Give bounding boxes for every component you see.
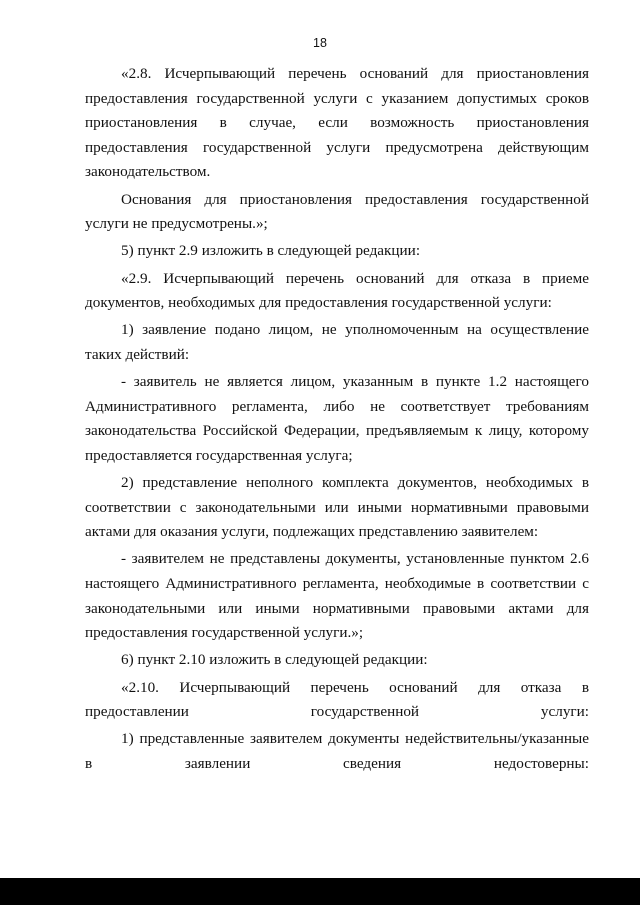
page-number: 18 <box>313 36 327 50</box>
paragraph-2-8-heading: «2.8. Исчерпывающий перечень оснований для приостановления предоставления государственной услуги с указанием допустимых сроков приостановления в случае, если возможность приостановления предоставления государственной услуги предусмотрена действующим законодательством. <box>85 65 589 181</box>
scan-edge-bar <box>0 878 640 905</box>
paragraph-2-9-item-2-detail: - заявителем не представлены документы, установленные пунктом 2.6 настоящего Административного регламента, необходимые в соответствии с законодательными или иными нормативными правовыми актами для предоставления государственной услуги.»; <box>85 550 589 642</box>
paragraph-2-10-item-1: 1) представленные заявителем документы недействительны/указанные в заявлении сведения недостоверны: <box>85 730 589 772</box>
paragraph-suspension-grounds: Основания для приостановления предоставления государственной услуги не предусмотрены.»; <box>85 190 589 233</box>
document-body <box>85 62 589 779</box>
paragraph-2-9-item-1-detail: - заявитель не является лицом, указанным в пункте 1.2 настоящего Административного регламента, либо не соответствует требованиям законодательства Российской Федерации, предъявляемым к лицу, которому предоставляется государственная услуга; <box>85 373 589 464</box>
paragraph-2-10-heading: «2.10. Исчерпывающий перечень оснований для отказа в предоставлении государственной услуги: <box>85 678 589 721</box>
paragraph-2-9-item-2: 2) представление неполного комплекта документов, необходимых в соответствии с законодательными или иными нормативными правовыми актами для оказания услуги, подлежащих представлению заявителем: <box>85 474 589 541</box>
paragraph-2-9-heading: «2.9. Исчерпывающий перечень оснований для отказа в приеме документов, необходимых для предоставления государственной услуги: <box>85 269 589 312</box>
paragraph-item-5: 5) пункт 2.9 изложить в следующей редакции: <box>121 242 421 260</box>
paragraph-2-9-item-1: 1) заявление подано лицом, не уполномоченным на осуществление таких действий: <box>85 321 589 363</box>
paragraph-item-6: 6) пункт 2.10 изложить в следующей редакции: <box>121 651 428 669</box>
